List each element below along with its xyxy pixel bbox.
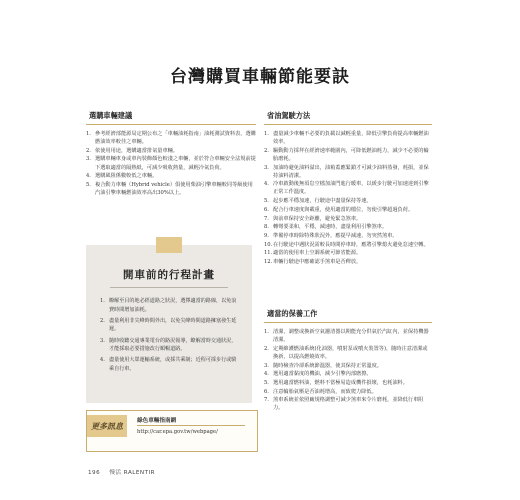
fuel-saving-section [264, 108, 432, 267]
list-item-number: 2. [264, 345, 269, 352]
list-item-text: 選用適當黏度的機油，減少引擎內部磨擦。 [273, 371, 372, 378]
fuel-saving-list [264, 130, 432, 266]
list-item [100, 297, 240, 314]
list-item-number: 1. [86, 131, 91, 137]
list-item-number: 9. [264, 232, 269, 239]
list-item-text: 加油時避免油料溢出，油箱蓋應緊鎖才可減少油料蒸發，耗損，並保持油料清潔。 [273, 164, 429, 179]
list-item [264, 241, 432, 249]
list-item-number: 7. [264, 215, 269, 222]
list-item-text: 依使用用途，選購適當排氣量車輛。 [95, 147, 179, 154]
list-item-text: 適當的使用車上空調系統可節省能源。 [273, 250, 362, 257]
list-item [264, 370, 432, 378]
list-item [264, 130, 432, 146]
list-item [264, 258, 432, 266]
itinerary-list [100, 297, 240, 374]
list-item-text: 瞭解至目的地必經道路之狀況，選擇適當的路線，以免浪費時間增加油耗。 [109, 298, 237, 313]
list-item [264, 215, 432, 223]
list-item [264, 396, 432, 412]
list-item-number: 2. [264, 147, 269, 154]
list-item-number: 6. [264, 206, 269, 213]
list-item-text: 轉彎要柔和，平穩，減速時，盡量利用引擎煞車。 [273, 224, 388, 231]
list-item-number: 3. [100, 337, 105, 344]
list-item [100, 356, 240, 373]
list-item-text: 冷車啟動後無須怠空檔加油門進行暖車，以緩步行駛可加速達到引擎正常工作溫度。 [273, 181, 429, 196]
list-item-text: 注意輪胎氣壓是否油耗增高，而致爬力降低。 [273, 388, 377, 395]
list-item [264, 328, 432, 344]
maintenance-heading: 適當的保養工作 [264, 306, 432, 323]
list-item-text: 與前車保持安全距離，避免緊急煞車。 [273, 215, 362, 222]
list-item [86, 147, 256, 155]
purchase-advice-list [86, 130, 256, 197]
more-info-label: 綠色車輛指南網 [137, 418, 177, 424]
list-item [264, 379, 432, 387]
list-item-number: 12. [264, 258, 273, 265]
page-footer [88, 468, 155, 476]
list-item-text: 隨時檢查冷卻系統節溫器，使其保持正常溫度。 [273, 362, 382, 369]
purchase-advice-heading: 選購車輛建議 [86, 108, 256, 125]
list-item-text: 起步應平穩加速，行駛途中盡量保持等速。 [273, 198, 372, 205]
list-item-text: 車輛行駛途中應確認手煞車是否釋放。 [273, 258, 362, 265]
list-item-number: 1. [100, 298, 105, 304]
list-item-text: 在行駛途中遇狀況需較長時間停車時，應將引擎熄火避免怠速空轉。 [273, 241, 429, 248]
list-item-text: 定期維護燃油系統(化油器，噴射泵或噴火裝置等)，隨時注意清潔或換新，以提高燃燒效率。 [273, 345, 428, 360]
list-item-text: 盡量使用大眾運輸系統，或採共乘制；近程可採步行或騎乘自行車。 [109, 357, 237, 372]
list-item-number: 5. [264, 198, 269, 205]
book-title: 慢活 RALENTIR [109, 470, 156, 476]
list-item-number: 5. [264, 379, 269, 386]
list-item [264, 164, 432, 180]
list-item-number: 5. [86, 181, 91, 188]
list-item [86, 181, 256, 197]
list-item-number: 4. [100, 357, 105, 364]
page-number: 196 [88, 470, 101, 476]
list-item [264, 345, 432, 361]
itinerary-tab-decoration [156, 237, 182, 253]
list-item-text: 複合動力車輛（Hybrid vehicle）俱使用柴油引擎車輛較同等級使用汽油引擎車輛燃油效率高出30%以上。 [95, 181, 253, 197]
list-item-text: 選用適當燃料油，燃料不當極易造成機件損壞，也耗油料。 [273, 379, 408, 386]
more-info-url: http://car.epa.gov.tw/webpage/ [137, 429, 218, 435]
list-item-text: 驅動動力採拜在經濟速率範圍內，可降低燃油耗力，減少不必要的輪胎磨耗。 [273, 147, 429, 162]
list-item-number: 3. [86, 156, 91, 163]
list-item [264, 147, 432, 163]
itinerary-title: 開車前的行程計畫 [123, 269, 215, 281]
itinerary-list-wrap [100, 297, 240, 376]
list-item-number: 2. [100, 317, 105, 324]
list-item-number: 8. [264, 224, 269, 231]
list-item [264, 249, 432, 257]
list-item-text: 準備停車時除特殊狀況外，應提早減速，勿突然煞車。 [273, 232, 398, 239]
list-item-text: 盡量減少車輛不必要的負載以減輕重量，降低引擎負荷提高車輛燃油效率。 [273, 131, 429, 146]
list-item [264, 180, 432, 196]
list-item [86, 155, 256, 171]
list-item-text: 清潔，調整或換新空氣濾清器以期能充分供氣於汽缸內，並保持機器清潔。 [273, 329, 429, 344]
list-item-text: 選購車輛車身或車內裝飾顏色較淺之車輛，並於符合車輛安全法規前提下選取適當的隔熱紙，可減少吸收熱量，減輕冷氣負荷。 [95, 156, 256, 171]
list-item-text: 參考經濟部能源局定期公布之「車輛油耗指南」油耗測試資料表，選購燃油效率較佳之車輛。 [95, 131, 256, 146]
list-item-text: 盡量利用非尖峰時間外出，以免尖峰時間道路擁塞發生延遲。 [109, 317, 237, 333]
list-item-number: 1. [264, 329, 269, 335]
list-item [264, 362, 432, 370]
itinerary-box [86, 245, 252, 403]
list-item-number: 1. [264, 131, 269, 137]
list-item-text: 選購風阻係數較低之車輛。 [95, 173, 158, 180]
list-item-number: 3. [264, 362, 269, 369]
list-item-text: 隨時收聽交通專業電台的路況報導，瞭解當時交通狀況，才能採取必要措施改行順暢道路。 [109, 337, 237, 353]
list-item-text: 煞車系統並依照廠規格調整可減少煞車來令片磨耗，並降低行車阻力。 [273, 397, 424, 412]
list-item-number: 7. [264, 397, 269, 404]
list-item [264, 388, 432, 396]
list-item-number: 2. [86, 147, 91, 154]
fuel-saving-heading: 省油駕駛方法 [264, 108, 432, 125]
purchase-advice-section [86, 108, 256, 198]
list-item-number: 4. [264, 181, 269, 188]
more-info-badge: 更多訊息 [87, 415, 127, 437]
list-item-number: 11. [264, 250, 273, 257]
list-item [264, 197, 432, 205]
list-item-number: 4. [86, 173, 91, 180]
list-item [264, 206, 432, 214]
list-item-number: 10. [264, 241, 273, 248]
list-item-number: 4. [264, 371, 269, 378]
more-info-box [86, 410, 258, 452]
list-item [264, 223, 432, 231]
list-item-number: 6. [264, 388, 269, 395]
list-item [264, 232, 432, 240]
list-item [86, 172, 256, 180]
page-title: 台灣購買車輛節能要訣 [170, 67, 350, 87]
itinerary-divider [110, 287, 228, 288]
maintenance-section [264, 306, 432, 413]
more-info-divider [137, 425, 245, 426]
list-item [100, 337, 240, 354]
list-item-number: 3. [264, 164, 269, 171]
maintenance-list [264, 328, 432, 413]
list-item [86, 130, 256, 146]
list-item-text: 配合行車速度與載重，使用適當的檔位，勿使引擎超過負荷。 [273, 206, 414, 213]
list-item [100, 317, 240, 334]
